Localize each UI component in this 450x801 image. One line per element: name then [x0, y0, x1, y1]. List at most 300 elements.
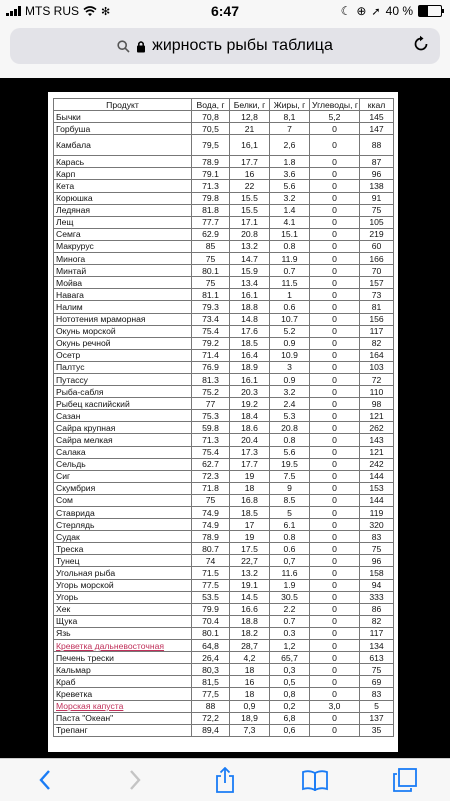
table-row [54, 567, 394, 579]
cell-carbs: 0 [310, 543, 360, 555]
cell-carbs: 0 [310, 301, 360, 313]
cell-kcal: 86 [360, 603, 394, 615]
cell-carbs: 0 [310, 361, 360, 373]
cell-water: 79.1 [192, 168, 230, 180]
cell-name: Бычки [54, 111, 192, 123]
cell-water: 75.3 [192, 410, 230, 422]
cell-protein: 17.7 [230, 458, 270, 470]
cell-protein: 19.2 [230, 398, 270, 410]
header-kcal: ккал [360, 99, 394, 111]
cell-kcal: 156 [360, 313, 394, 325]
cell-name: Трепанг [54, 724, 192, 736]
cell-fat: 0,6 [270, 724, 310, 736]
cell-protein: 22,7 [230, 555, 270, 567]
table-row [54, 676, 394, 688]
cell-name: Налим [54, 301, 192, 313]
table-row [54, 579, 394, 591]
book-icon [301, 769, 329, 791]
cell-protein: 16.4 [230, 349, 270, 361]
cell-water: 75.4 [192, 446, 230, 458]
cell-fat: 11.5 [270, 277, 310, 289]
cell-fat: 2,6 [270, 135, 310, 156]
cell-protein: 16 [230, 168, 270, 180]
cell-name: Креветка [54, 688, 192, 700]
cell-protein: 13.2 [230, 567, 270, 579]
table-row [54, 386, 394, 398]
cell-carbs: 0 [310, 640, 360, 652]
cell-kcal: 613 [360, 652, 394, 664]
back-button[interactable] [25, 764, 65, 796]
table-row [54, 543, 394, 555]
cell-protein: 20.4 [230, 434, 270, 446]
cell-fat: 0.6 [270, 543, 310, 555]
cell-fat: 0.7 [270, 265, 310, 277]
cell-carbs: 0 [310, 240, 360, 252]
table-row [54, 555, 394, 567]
lock-icon [136, 40, 146, 53]
cell-water: 77.7 [192, 216, 230, 228]
cell-water: 77 [192, 398, 230, 410]
cell-kcal: 134 [360, 640, 394, 652]
cell-carbs: 0 [310, 470, 360, 482]
moon-icon: ☾ [340, 4, 352, 18]
cell-fat: 5.6 [270, 180, 310, 192]
cell-kcal: 144 [360, 470, 394, 482]
cell-water: 79.3 [192, 301, 230, 313]
table-header-row [54, 99, 394, 111]
share-icon [215, 767, 235, 793]
table-row [54, 192, 394, 204]
cell-fat: 5.3 [270, 410, 310, 422]
cell-name: Корюшка [54, 192, 192, 204]
cell-carbs: 0 [310, 289, 360, 301]
cell-water: 75.2 [192, 386, 230, 398]
cell-carbs: 0 [310, 204, 360, 216]
cell-fat: 0,3 [270, 664, 310, 676]
cell-kcal: 72 [360, 373, 394, 385]
cell-name: Судак [54, 531, 192, 543]
table-row [54, 507, 394, 519]
cell-name: Карась [54, 156, 192, 168]
cell-name: Сиг [54, 470, 192, 482]
table-row [54, 482, 394, 494]
cell-carbs: 0 [310, 434, 360, 446]
cell-protein: 17.3 [230, 446, 270, 458]
cell-name: Угорь [54, 591, 192, 603]
cell-carbs: 0 [310, 373, 360, 385]
cell-name: Щука [54, 615, 192, 627]
cell-fat: 10.7 [270, 313, 310, 325]
cell-kcal: 110 [360, 386, 394, 398]
cell-protein: 19 [230, 531, 270, 543]
table-body [54, 111, 394, 737]
cell-water: 73.4 [192, 313, 230, 325]
cell-carbs: 0 [310, 422, 360, 434]
cell-kcal: 262 [360, 422, 394, 434]
cell-carbs: 0 [310, 676, 360, 688]
cell-name: Семга [54, 228, 192, 240]
cell-water: 89,4 [192, 724, 230, 736]
cell-protein: 18.2 [230, 627, 270, 639]
cell-carbs: 0 [310, 410, 360, 422]
cell-water: 79,5 [192, 135, 230, 156]
cell-water: 77.5 [192, 579, 230, 591]
cell-fat: 15.1 [270, 228, 310, 240]
address-text: жирность рыбы таблица [152, 37, 333, 54]
battery-percent: 40 % [385, 4, 413, 18]
cell-name: Ставрида [54, 507, 192, 519]
status-bar [0, 0, 450, 22]
cell-water: 62.7 [192, 458, 230, 470]
cell-fat: 5.6 [270, 446, 310, 458]
cell-name: Ледяная [54, 204, 192, 216]
cell-protein: 0,9 [230, 700, 270, 712]
cell-water: 75 [192, 253, 230, 265]
cell-water: 81.1 [192, 289, 230, 301]
cell-carbs: 0 [310, 386, 360, 398]
cell-kcal: 158 [360, 567, 394, 579]
cell-kcal: 121 [360, 410, 394, 422]
cell-kcal: 73 [360, 289, 394, 301]
cell-water: 71.8 [192, 482, 230, 494]
fish-nutrition-table [53, 98, 394, 737]
cell-protein: 18 [230, 482, 270, 494]
cell-name: Стерлядь [54, 519, 192, 531]
table-row [54, 349, 394, 361]
cell-name: Горбуша [54, 123, 192, 135]
share-button[interactable] [205, 764, 245, 796]
cell-protein: 14.8 [230, 313, 270, 325]
cell-fat: 0,2 [270, 700, 310, 712]
address-bar[interactable] [10, 28, 440, 64]
cell-water: 81.8 [192, 204, 230, 216]
cell-kcal: 157 [360, 277, 394, 289]
cell-protein: 16 [230, 676, 270, 688]
cell-name: Минога [54, 253, 192, 265]
cell-fat: 3.2 [270, 386, 310, 398]
cell-protein: 16.6 [230, 603, 270, 615]
cell-fat: 7 [270, 123, 310, 135]
cell-water: 79.8 [192, 192, 230, 204]
chevron-left-icon [38, 769, 52, 791]
cell-kcal: 70 [360, 265, 394, 277]
cell-name: Салака [54, 446, 192, 458]
cell-kcal: 87 [360, 156, 394, 168]
cell-protein: 22 [230, 180, 270, 192]
table-row [54, 398, 394, 410]
cell-carbs: 0 [310, 482, 360, 494]
status-right [341, 4, 442, 18]
cell-name: Сазан [54, 410, 192, 422]
cell-water: 71.4 [192, 349, 230, 361]
cell-protein: 18 [230, 688, 270, 700]
cell-name: Сайра крупная [54, 422, 192, 434]
battery-fill [419, 6, 428, 16]
cell-fat: 5.2 [270, 325, 310, 337]
cell-carbs: 0 [310, 123, 360, 135]
table-row [54, 410, 394, 422]
cell-water: 70,5 [192, 123, 230, 135]
cell-kcal: 121 [360, 446, 394, 458]
table-row [54, 325, 394, 337]
table-row [54, 434, 394, 446]
battery-icon [418, 5, 442, 17]
cell-fat: 20.8 [270, 422, 310, 434]
cell-carbs: 3,0 [310, 700, 360, 712]
cell-protein: 18 [230, 664, 270, 676]
cell-kcal: 82 [360, 337, 394, 349]
table-row [54, 168, 394, 180]
cell-fat: 3.2 [270, 192, 310, 204]
cell-protein: 13.2 [230, 240, 270, 252]
cell-fat: 0.9 [270, 337, 310, 349]
cell-water: 71.3 [192, 180, 230, 192]
cell-name: Карп [54, 168, 192, 180]
cell-water: 75 [192, 494, 230, 506]
header-water: Вода, г [192, 99, 230, 111]
cell-kcal: 320 [360, 519, 394, 531]
cell-water: 64,8 [192, 640, 230, 652]
table-row [54, 724, 394, 736]
cell-carbs: 0 [310, 446, 360, 458]
search-icon [117, 40, 130, 53]
table-row [54, 301, 394, 313]
cell-kcal: 94 [360, 579, 394, 591]
cell-water: 70,8 [192, 111, 230, 123]
cell-fat: 1 [270, 289, 310, 301]
cell-kcal: 166 [360, 253, 394, 265]
cell-kcal: 91 [360, 192, 394, 204]
cell-kcal: 147 [360, 123, 394, 135]
cell-kcal: 333 [360, 591, 394, 603]
cell-water: 74.9 [192, 507, 230, 519]
bookmarks-button[interactable] [295, 764, 335, 796]
cell-fat: 2.2 [270, 603, 310, 615]
table-row [54, 216, 394, 228]
cell-carbs: 0 [310, 603, 360, 615]
cell-carbs: 0 [310, 337, 360, 349]
cell-carbs: 0 [310, 253, 360, 265]
cell-name: Окунь речной [54, 337, 192, 349]
browser-toolbar [0, 758, 450, 801]
cell-carbs: 5,2 [310, 111, 360, 123]
cell-fat: 0.6 [270, 301, 310, 313]
cell-protein: 16.1 [230, 373, 270, 385]
carrier-name: MTS RUS [25, 4, 79, 18]
cell-fat: 4.1 [270, 216, 310, 228]
cell-fat: 19.5 [270, 458, 310, 470]
cell-fat: 0.8 [270, 240, 310, 252]
cell-carbs: 0 [310, 724, 360, 736]
cell-name: Скумбрия [54, 482, 192, 494]
forward-button[interactable] [115, 764, 155, 796]
cell-carbs: 0 [310, 228, 360, 240]
cell-name: Печень трески [54, 652, 192, 664]
cell-carbs: 0 [310, 531, 360, 543]
cell-name: Путассу [54, 373, 192, 385]
cell-water: 78.9 [192, 156, 230, 168]
cell-name: Краб [54, 676, 192, 688]
cell-carbs: 0 [310, 591, 360, 603]
cell-fat: 5 [270, 507, 310, 519]
cell-fat: 10.9 [270, 349, 310, 361]
cell-kcal: 81 [360, 301, 394, 313]
cell-protein: 20.3 [230, 386, 270, 398]
cell-water: 72.3 [192, 470, 230, 482]
table-row [54, 422, 394, 434]
cell-name: Креветка дальневосточная [54, 640, 192, 652]
cell-name: Язь [54, 627, 192, 639]
table-row [54, 458, 394, 470]
cell-name: Сельдь [54, 458, 192, 470]
table-row [54, 313, 394, 325]
cell-carbs: 0 [310, 567, 360, 579]
cell-name: Камбала [54, 135, 192, 156]
table-row [54, 289, 394, 301]
cell-name: Кета [54, 180, 192, 192]
tabs-icon [393, 768, 417, 792]
table-row [54, 123, 394, 135]
table-row [54, 627, 394, 639]
cell-kcal: 75 [360, 204, 394, 216]
cell-kcal: 242 [360, 458, 394, 470]
table-row [54, 156, 394, 168]
cell-fat: 30.5 [270, 591, 310, 603]
cell-protein: 18.5 [230, 337, 270, 349]
cell-protein: 21 [230, 123, 270, 135]
cell-protein: 14.7 [230, 253, 270, 265]
table-row [54, 277, 394, 289]
cell-fat: 3.6 [270, 168, 310, 180]
cell-protein: 17.5 [230, 543, 270, 555]
cell-water: 74 [192, 555, 230, 567]
table-row [54, 688, 394, 700]
cell-water: 78.9 [192, 531, 230, 543]
table-row [54, 712, 394, 724]
cell-carbs: 0 [310, 688, 360, 700]
table-row [54, 615, 394, 627]
cell-water: 76.9 [192, 361, 230, 373]
cell-water: 80,3 [192, 664, 230, 676]
cell-carbs: 0 [310, 494, 360, 506]
orientation-lock-icon: ⊕ [356, 4, 367, 18]
cell-water: 81.3 [192, 373, 230, 385]
cell-protein: 20.8 [230, 228, 270, 240]
cell-carbs: 0 [310, 458, 360, 470]
cell-name: Нототения мраморная [54, 313, 192, 325]
table-row [54, 253, 394, 265]
table-row [54, 180, 394, 192]
header-fat: Жиры, г [270, 99, 310, 111]
cell-kcal: 83 [360, 531, 394, 543]
cell-protein: 18.4 [230, 410, 270, 422]
table-row [54, 135, 394, 156]
loading-spinner-icon: ✻ [101, 5, 111, 18]
cell-kcal: 117 [360, 627, 394, 639]
table-row [54, 111, 394, 123]
cell-kcal: 98 [360, 398, 394, 410]
cell-carbs: 0 [310, 313, 360, 325]
cell-fat: 1.4 [270, 204, 310, 216]
cell-kcal: 96 [360, 168, 394, 180]
cell-kcal: 96 [360, 555, 394, 567]
cell-carbs: 0 [310, 180, 360, 192]
table-row [54, 337, 394, 349]
cell-kcal: 164 [360, 349, 394, 361]
cell-protein: 17.1 [230, 216, 270, 228]
cell-name: Навага [54, 289, 192, 301]
cell-carbs: 0 [310, 507, 360, 519]
cell-fat: 0,5 [270, 676, 310, 688]
cell-name: Лещ [54, 216, 192, 228]
tabs-button[interactable] [385, 764, 425, 796]
cell-fat: 1.8 [270, 156, 310, 168]
cell-name: Хек [54, 603, 192, 615]
cell-water: 70.4 [192, 615, 230, 627]
cell-water: 77,5 [192, 688, 230, 700]
table-row [54, 204, 394, 216]
cell-kcal: 219 [360, 228, 394, 240]
cell-name: Окунь морской [54, 325, 192, 337]
table-row [54, 700, 394, 712]
cell-protein: 16.8 [230, 494, 270, 506]
cell-carbs: 0 [310, 579, 360, 591]
cell-kcal: 145 [360, 111, 394, 123]
cell-protein: 19.1 [230, 579, 270, 591]
table-row [54, 603, 394, 615]
cell-name: Макрурус [54, 240, 192, 252]
cell-name: Паста "Океан" [54, 712, 192, 724]
cell-carbs: 0 [310, 265, 360, 277]
cell-water: 80.1 [192, 265, 230, 277]
cell-protein: 18.8 [230, 301, 270, 313]
cell-kcal: 138 [360, 180, 394, 192]
cell-fat: 6.1 [270, 519, 310, 531]
cell-water: 72,2 [192, 712, 230, 724]
cell-water: 74.9 [192, 519, 230, 531]
cell-carbs: 0 [310, 156, 360, 168]
cell-water: 59.8 [192, 422, 230, 434]
cell-fat: 11.9 [270, 253, 310, 265]
table-row [54, 373, 394, 385]
cell-protein: 18.6 [230, 422, 270, 434]
cell-carbs: 0 [310, 349, 360, 361]
reload-icon[interactable] [412, 35, 430, 53]
cell-protein: 15.5 [230, 204, 270, 216]
cell-fat: 0.3 [270, 627, 310, 639]
header-carbs: Углеводы, г [310, 99, 360, 111]
cell-name: Минтай [54, 265, 192, 277]
cell-fat: 65,7 [270, 652, 310, 664]
cell-name: Сом [54, 494, 192, 506]
cell-fat: 8,1 [270, 111, 310, 123]
cell-carbs: 0 [310, 712, 360, 724]
cell-protein: 7,3 [230, 724, 270, 736]
cell-protein: 17.7 [230, 156, 270, 168]
cell-name: Угорь морской [54, 579, 192, 591]
cell-protein: 18,9 [230, 712, 270, 724]
status-time: 6:47 [210, 3, 240, 19]
cell-protein: 18.5 [230, 507, 270, 519]
cell-protein: 28,7 [230, 640, 270, 652]
cell-carbs: 0 [310, 398, 360, 410]
table-row [54, 361, 394, 373]
cell-protein: 19 [230, 470, 270, 482]
cell-name: Морская капуста [54, 700, 192, 712]
cell-carbs: 0 [310, 627, 360, 639]
cell-kcal: 5 [360, 700, 394, 712]
cell-carbs: 0 [310, 652, 360, 664]
